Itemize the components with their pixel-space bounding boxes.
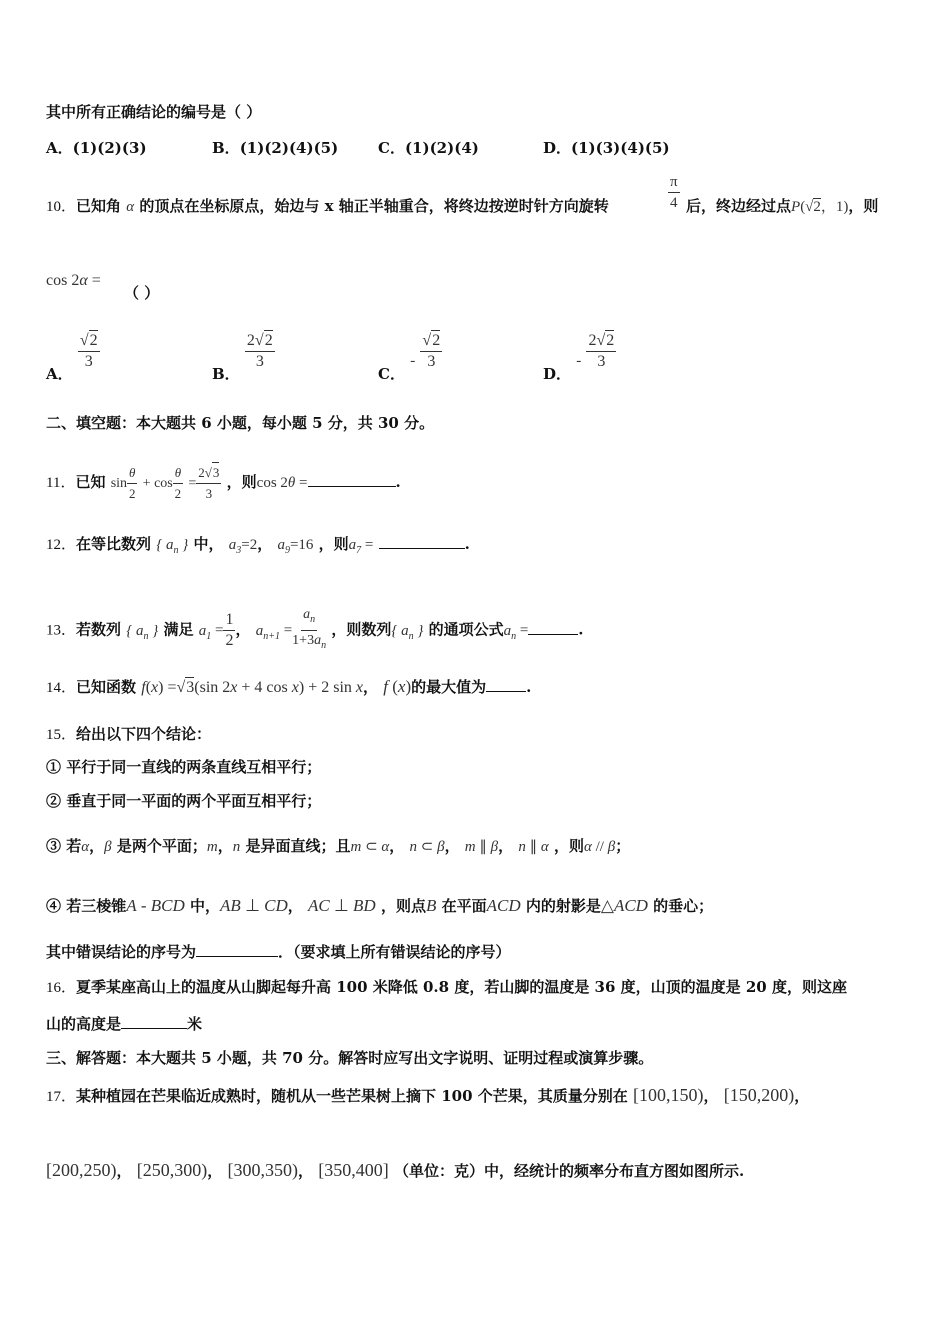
q10-pi-over-4: $\frac{\pi}{4}$	[670, 174, 678, 211]
q10-paren: （ ）	[124, 284, 160, 302]
q9-stem	[46, 102, 261, 122]
q14-line: 14．已知函数 f(x) =√3(sin 2x + 4 cos x) + 2 sin x， f (x)的最大值为 .	[46, 677, 532, 696]
q15-statement-4: ④ 若三棱锥A - BCD 中，AB ⊥ CD， AC ⊥ BD ，则点B 在平面ACD 内的射影是△ACD 的垂心；	[46, 896, 714, 915]
q15-statement-2: ② 垂直于同一平面的两个平面互相平行；	[46, 792, 322, 810]
q10-option-a: A． $\frac{√2}{3}$	[46, 332, 98, 383]
q13-line: 13．若数列 { $a_n$ } 满足 $a_1$ = $\frac{1}{2}$ ， $a_{n+1}$ = $\frac{a_n}{1+3a_n}$ ，则数列{ $a_n$ } 的通项公式$a_n$ = .	[46, 607, 584, 651]
section-3-heading: 三、解答题：本大题共 5 小题，共 70 分。解答时应写出文字说明、证明过程或演算步骤。	[46, 1049, 654, 1067]
q15-statement-1: ① 平行于同一直线的两条直线互相平行；	[46, 758, 322, 776]
q12-line: 12．在等比数列 { $a_n$ } 中， $a_3=2$， $a_9=16$ ，则$a_7$ = .	[46, 535, 470, 556]
q15-statement-3: ③ 若α，β 是两个平面；m，n 是异面直线；且m ⊂ α， n ⊂ β， m ∥ β， n ∥ α ，则α // β；	[46, 837, 631, 855]
section-2-heading: 二、填空题：本大题共 6 小题，每小题 5 分，共 30 分。	[46, 414, 435, 432]
q16-line-1: 16．夏季某座高山上的温度从山脚起每升高 100 米降低 0.8 度，若山脚的温度是 36 度，山顶的温度是 20 度，则这座	[46, 978, 847, 996]
q17-line-1: 17．某种植园在芒果临近成熟时，随机从一些芒果树上摘下 100 个芒果，其质量分别在 [100,150)， [150,200)，	[46, 1085, 810, 1105]
q9-option-c: C．(1)(2)(4)	[378, 139, 479, 157]
q9-option-a: A．(1)(2)(3)	[46, 139, 147, 157]
q10-option-b: B． $\frac{2√2}{3}$	[212, 332, 273, 383]
q15-answer-line: 其中错误结论的序号为 ．（要求填上所有错误结论的序号）	[46, 943, 511, 961]
q10-cos2a: cos 2α =	[46, 272, 101, 289]
q10-option-c: C． - $\frac{√2}{3}$	[378, 332, 441, 383]
q15-intro: 15．给出以下四个结论：	[46, 725, 212, 743]
q9-option-d: D．(1)(3)(4)(5)	[543, 139, 670, 157]
q10-line: 10．已知角 α 的顶点在坐标原点，始边与 x 轴正半轴重合，将终边按逆时针方向旋转	[46, 197, 609, 215]
q17-line-2: [200,250)， [250,300)， [300,350)， [350,400] （单位：克）中，经统计的频率分布直方图如图所示.	[46, 1160, 745, 1180]
q11-line: 11．已知 sin $\frac{\theta}{2}$ + cos $\frac{\theta}{2}$ = $\frac{2√3}{3}$ ，则cos 2θ = .	[46, 462, 401, 504]
q9-stem-text: 其中所有正确结论的编号是（ ）	[46, 103, 262, 121]
q10-line-tail: 后，终边经过点P(√2，1)，则	[686, 197, 879, 215]
q9-option-b: B．(1)(2)(4)(5)	[212, 139, 339, 157]
q10-option-d: D． - $\frac{2√2}{3}$	[543, 332, 615, 383]
q16-line-2: 山的高度是 米	[46, 1015, 203, 1033]
